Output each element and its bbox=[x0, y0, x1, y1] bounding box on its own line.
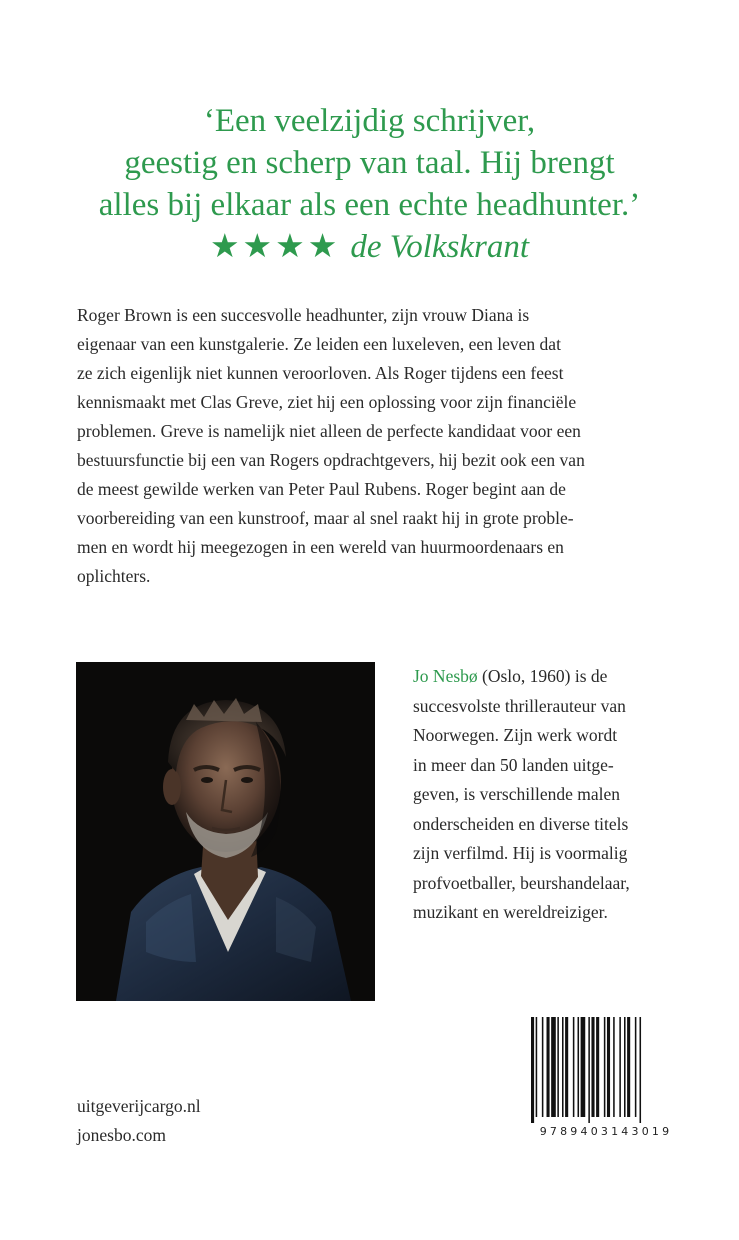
isbn-number: 9789403143019 bbox=[539, 1125, 673, 1138]
barcode-bar bbox=[635, 1017, 637, 1117]
bio-line: muzikant en wereldreiziger. bbox=[413, 902, 608, 922]
quote-line-3: alles bij elkaar als een echte headhunter.’ bbox=[98, 187, 641, 223]
pull-quote bbox=[0, 100, 739, 268]
bio-line: zijn verfilmd. Hij is voormalig bbox=[413, 843, 628, 863]
barcode-bar bbox=[562, 1017, 564, 1117]
blurb-line: kennismaakt met Clas Greve, ziet hij een oplossing voor zijn financiële bbox=[77, 392, 577, 412]
barcode-bar bbox=[604, 1017, 606, 1117]
barcode-bar bbox=[551, 1017, 556, 1117]
bio-line: in meer dan 50 landen uitge- bbox=[413, 754, 614, 775]
blurb-line: voorbereiding van een kunstroof, maar al snel raakt hij in grote proble- bbox=[77, 508, 574, 528]
blurb-line: eigenaar van een kunstgalerie. Ze leiden een luxeleven, een leven dat bbox=[77, 334, 561, 354]
bio-line: geven, is verschillende malen bbox=[413, 784, 621, 804]
bio-line bbox=[413, 662, 713, 692]
author-bio bbox=[413, 662, 713, 928]
blurb-line: bestuursfunctie bij een van Rogers opdrachtgevers, hij bezit ook een van bbox=[77, 450, 585, 470]
barcode-bar bbox=[581, 1017, 586, 1117]
barcode-bar bbox=[573, 1017, 575, 1117]
website-links bbox=[77, 1092, 201, 1150]
bio-first-line-rest: (Oslo, 1960) is de bbox=[477, 666, 608, 686]
barcode-bar bbox=[588, 1017, 590, 1123]
isbn-barcode bbox=[527, 1017, 685, 1145]
blurb-line: Roger Brown is een succesvolle headhunter, zijn vrouw Diana is bbox=[77, 305, 530, 325]
barcode-bar bbox=[640, 1017, 642, 1123]
author-photo bbox=[76, 662, 375, 1001]
barcode-bar bbox=[613, 1017, 615, 1117]
quote-line-2: geestig en scherp van taal. Hij brengt bbox=[124, 145, 615, 181]
barcode-bar bbox=[627, 1017, 630, 1117]
barcode-bar bbox=[531, 1017, 534, 1123]
publisher-url[interactable]: uitgeverijcargo.nl bbox=[77, 1096, 201, 1116]
bio-line: profvoetballer, beurshandelaar, bbox=[413, 872, 630, 893]
book-blurb bbox=[77, 301, 677, 591]
barcode-bar bbox=[557, 1017, 559, 1117]
barcode-bar bbox=[619, 1017, 621, 1117]
quote-attribution bbox=[0, 226, 739, 268]
barcode-bar bbox=[578, 1017, 580, 1117]
blurb-line: de meest gewilde werken van Peter Paul Rubens. Roger begint aan de bbox=[77, 479, 566, 499]
author-name: Jo Nesbø bbox=[413, 666, 478, 686]
blurb-line: men en wordt hij meegezogen in een wereld van huurmoordenaars en bbox=[77, 537, 564, 557]
bio-line: succesvolste thrillerauteur van bbox=[413, 695, 626, 716]
star-rating-icon: ★★★★ bbox=[209, 229, 341, 265]
author-url[interactable]: jonesbo.com bbox=[77, 1125, 166, 1145]
barcode-bar bbox=[565, 1017, 568, 1117]
blurb-line: problemen. Greve is namelijk niet alleen de perfecte kandidaat voor een bbox=[77, 421, 581, 441]
blurb-line: ze zich eigenlijk niet kunnen veroorloven. Als Roger tijdens een feest bbox=[77, 363, 564, 383]
barcode-bar bbox=[547, 1017, 550, 1117]
barcode-bars bbox=[527, 1017, 685, 1125]
barcode-bar bbox=[607, 1017, 610, 1117]
barcode-bar bbox=[542, 1017, 544, 1117]
blurb-line: oplichters. bbox=[77, 566, 151, 586]
barcode-bar bbox=[591, 1017, 594, 1117]
quote-source: de Volkskrant bbox=[350, 229, 530, 265]
barcode-bar bbox=[596, 1017, 599, 1117]
barcode-bar bbox=[624, 1017, 626, 1117]
bio-line: Noorwegen. Zijn werk wordt bbox=[413, 725, 618, 745]
barcode-bar bbox=[536, 1017, 538, 1117]
bio-line: onderscheiden en diverse titels bbox=[413, 813, 629, 834]
quote-line-1: ‘Een veelzijdig schrijver, bbox=[203, 103, 536, 139]
